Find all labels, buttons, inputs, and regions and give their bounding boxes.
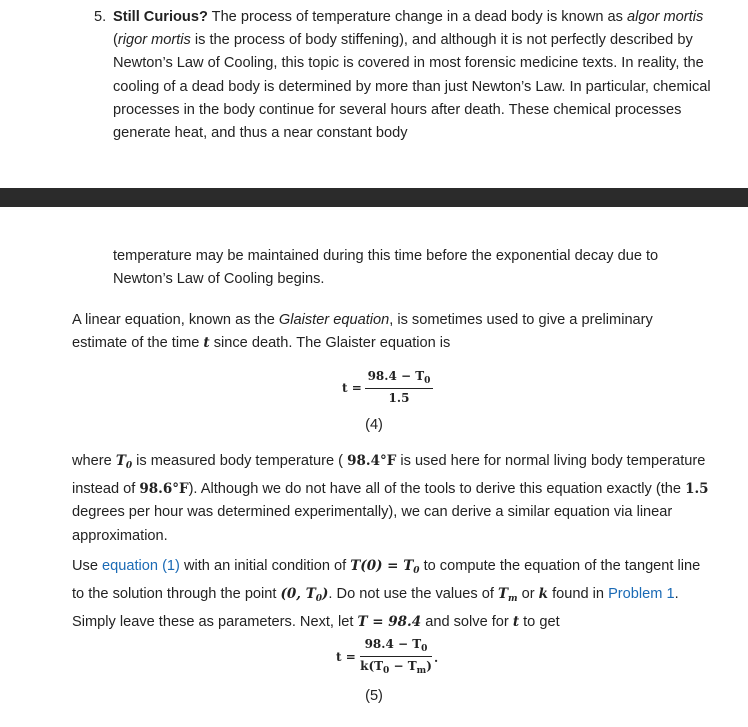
item-number: 5. <box>94 9 107 25</box>
page-top <box>0 0 748 188</box>
term-algor-mortis: algor mortis <box>627 9 704 25</box>
para3-text-e: or <box>517 586 539 603</box>
eq5-num-sub: 0 <box>421 644 428 654</box>
initial-condition <box>350 558 419 574</box>
para2-text-d: ). Although we do not have all of the tools to derive this equation exactly (the <box>188 481 686 498</box>
eq5-den-c: ) <box>426 659 432 673</box>
var-T0 <box>116 453 132 469</box>
para2-text-a: where <box>72 453 116 469</box>
var-Tm-base: T <box>497 586 509 603</box>
point-end: ) <box>322 586 329 603</box>
eq4-num-text: 98.4 − T <box>367 369 425 383</box>
eq5-den-sub0: 0 <box>383 666 390 676</box>
item-5-text <box>113 6 713 145</box>
para3-text-a: Use <box>72 558 103 574</box>
para3-text-c: to compute the equation of the tangent line to the solution through the point <box>72 558 701 603</box>
para3-text-d: . Do not use the values of <box>328 586 498 603</box>
rate-1-5: 1.5 <box>685 481 709 498</box>
eq5-den-b: − T <box>389 659 417 673</box>
para3-text-h: and solve for <box>421 614 513 631</box>
para3-text-g: . Simply leave these as parameters. Next, let <box>72 586 679 631</box>
eq4-lhs: t = <box>342 381 362 395</box>
para3-text-i: to get <box>519 614 560 631</box>
paragraph-where <box>72 450 712 548</box>
point-base: (0, T <box>280 586 316 603</box>
eq5-num-text: 98.4 − T <box>364 637 422 651</box>
eq4-denominator: 1.5 <box>388 391 410 405</box>
para2-text-b: is measured body temperature ( <box>132 453 348 469</box>
item-text-a: The process of temperature change in a dead body is known as <box>207 9 628 25</box>
para1-text-b: , is sometimes used to give a preliminary estimate of the time <box>72 312 653 352</box>
temp-98-6: 98.6°F <box>139 481 189 498</box>
temp-98-4: 98.4°F <box>347 453 397 469</box>
page-bottom <box>0 207 748 727</box>
term-rigor-mortis: rigor mortis <box>117 32 191 49</box>
var-Tm-sub: m <box>508 594 518 605</box>
cond-sub: 0 <box>413 566 420 576</box>
paragraph-use-equation <box>72 555 712 635</box>
var-T0-sub: 0 <box>125 461 133 471</box>
paragraph-glaister <box>72 309 712 355</box>
page-break-bar <box>0 188 748 207</box>
var-k: k <box>538 586 549 603</box>
var-T0-base: T <box>115 453 126 469</box>
equation-1-link[interactable]: equation (1) <box>102 558 180 574</box>
item-text-c: is the process of body stiffening), and although it is not perfectly described by Newton’s Law of Cooling, this topic is covered in most forensic medicine texts. In reality, the cooling of a dead body is determined by more than just Newton’s Law. In particular, chemical processes in the body continue for several hours after death. These chemical processes generate heat, and thus a near constant body <box>113 32 711 142</box>
tangent-point <box>280 586 329 605</box>
item-text-b: ( <box>113 32 118 49</box>
item-5-continuation: temperature may be maintained during this time before the exponential decay due to Newton’s Law of Cooling begins. <box>113 248 659 288</box>
eq5-fraction <box>360 637 432 676</box>
eq5-den-a: k(T <box>360 659 384 673</box>
item-heading: Still Curious? <box>113 9 208 25</box>
var-Tm <box>497 586 518 605</box>
problem-1-link[interactable]: Problem 1 <box>608 586 675 603</box>
eq5-den-subm: m <box>416 666 427 676</box>
term-glaister-equation: Glaister equation <box>278 312 390 328</box>
eq5-numerator <box>360 637 432 657</box>
eq5-denominator <box>360 657 432 676</box>
cond-base: T(0) = T <box>350 558 414 574</box>
point-sub: 0 <box>315 594 323 605</box>
equation-4-label: (4) <box>365 417 383 433</box>
para3-text-f: found in <box>548 586 609 603</box>
let-T-expr: T = 98.4 <box>357 614 422 631</box>
eq4-num-sub: 0 <box>424 376 431 386</box>
para2-text-e: degrees per hour was determined experimentally), we can derive a similar equation via linear approximation. <box>72 504 673 544</box>
eq4-fraction <box>365 369 433 405</box>
para2-text-c: is used here for normal living body temperature instead of <box>72 453 706 498</box>
var-t-2: t <box>512 614 520 631</box>
para1-text-c: since death. The Glaister equation is <box>209 335 451 352</box>
equation-5-label: (5) <box>365 688 383 704</box>
eq4-numerator <box>365 369 433 389</box>
eq5-lhs: t = <box>336 650 356 664</box>
para1-text-a: A linear equation, known as the <box>72 312 279 328</box>
para3-text-b: with an initial condition of <box>179 558 351 574</box>
var-t: t <box>203 335 210 352</box>
eq5-trailing-period: . <box>434 651 439 665</box>
